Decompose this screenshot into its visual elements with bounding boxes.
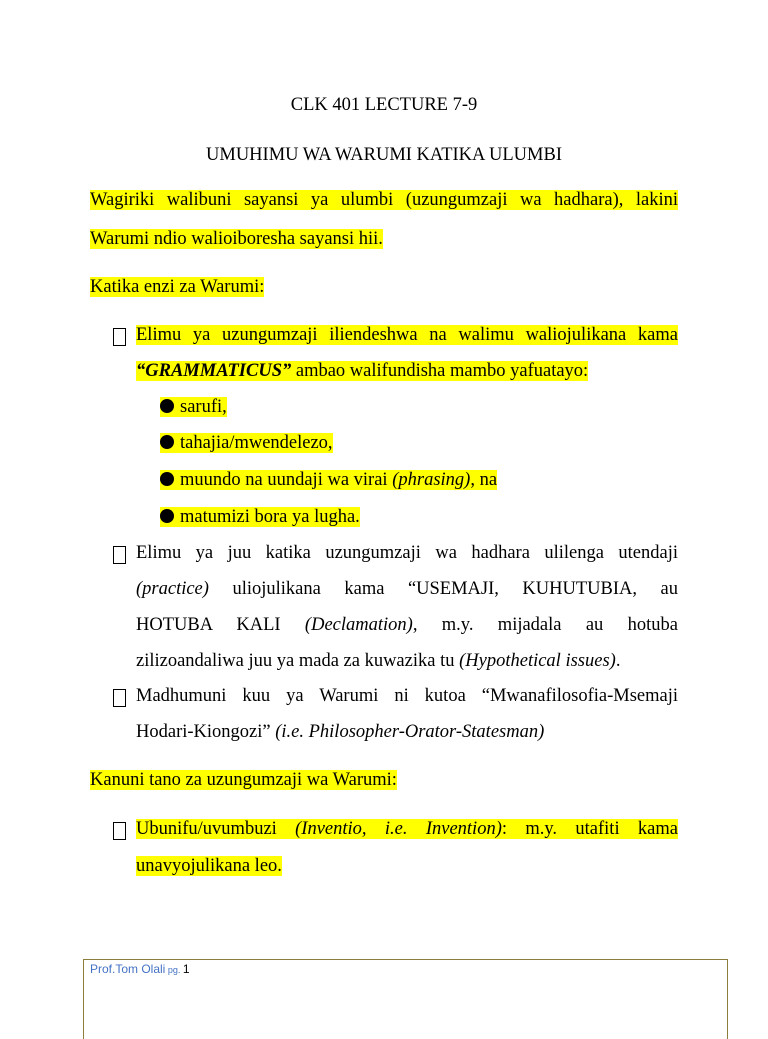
- item2-line-2: (practice) uliojulikana kama “USEMAJI, KUHUTUBIA, au: [136, 579, 678, 599]
- sub-bullet-item: matumizi bora ya lugha.: [160, 507, 360, 528]
- page-subtitle: UMUHIMU WA WARUMI KATIKA ULUMBI: [206, 145, 562, 165]
- intro-line-1: Wagiriki walibuni sayansi ya ulumbi (uzungumzaji wa hadhara), lakini: [90, 190, 678, 210]
- sub-bullet-item: tahajia/mwendelezo,: [160, 433, 333, 454]
- bullet-dot-icon: [160, 399, 174, 413]
- page-title: CLK 401 LECTURE 7-9: [290, 95, 478, 115]
- item1-line-2: “GRAMMATICUS” ambao walifundisha mambo yafuatayo:: [136, 361, 589, 381]
- bullet-dot-icon: [160, 435, 174, 449]
- checkbox-bullet-icon: [113, 328, 126, 346]
- checkbox-bullet-icon: [113, 546, 126, 564]
- intro-line-2: Warumi ndio walioiboresha sayansi hii.: [90, 229, 383, 249]
- section2-item1-line-2: unavyojulikana leo.: [136, 856, 282, 876]
- item2-line-4: zilizoandaliwa juu ya mada za kuwazika tu (Hypothetical issues).: [136, 651, 621, 671]
- bullet-dot-icon: [160, 509, 174, 523]
- checkbox-bullet-icon: [113, 822, 126, 840]
- item3-line-2: Hodari-Kiongozi” (i.e. Philosopher-Orator-Statesman): [136, 722, 545, 742]
- section2-item1-line-1: Ubunifu/uvumbuzi (Inventio, i.e. Invention): m.y. utafiti kama: [136, 819, 678, 839]
- item3-line-1: Madhumuni kuu ya Warumi ni kutoa “Mwanafilosofia-Msemaji: [136, 686, 678, 706]
- section-heading-1: Katika enzi za Warumi:: [90, 277, 265, 297]
- sub-bullet-item: muundo na uundaji wa virai (phrasing), na: [160, 470, 497, 491]
- sub-bullet-item: sarufi,: [160, 397, 227, 418]
- footer-page-number: 1: [182, 962, 190, 976]
- footer-author: Prof.Tom Olali: [90, 962, 166, 976]
- checkbox-bullet-icon: [113, 689, 126, 707]
- section-heading-2: Kanuni tano za uzungumzaji wa Warumi:: [90, 770, 397, 790]
- item1-line-1: Elimu ya uzungumzaji iliendeshwa na walimu waliojulikana kama: [136, 325, 678, 345]
- item2-line-3: HOTUBA KALI (Declamation), m.y. mijadala au hotuba: [136, 615, 678, 635]
- item2-line-1: Elimu ya juu katika uzungumzaji wa hadhara ulilenga utendaji: [136, 543, 678, 563]
- grammaticus-term: “GRAMMATICUS”: [136, 361, 292, 381]
- page-footer: [90, 962, 190, 976]
- bullet-dot-icon: [160, 472, 174, 486]
- footer-pg-label: pg.: [165, 965, 183, 975]
